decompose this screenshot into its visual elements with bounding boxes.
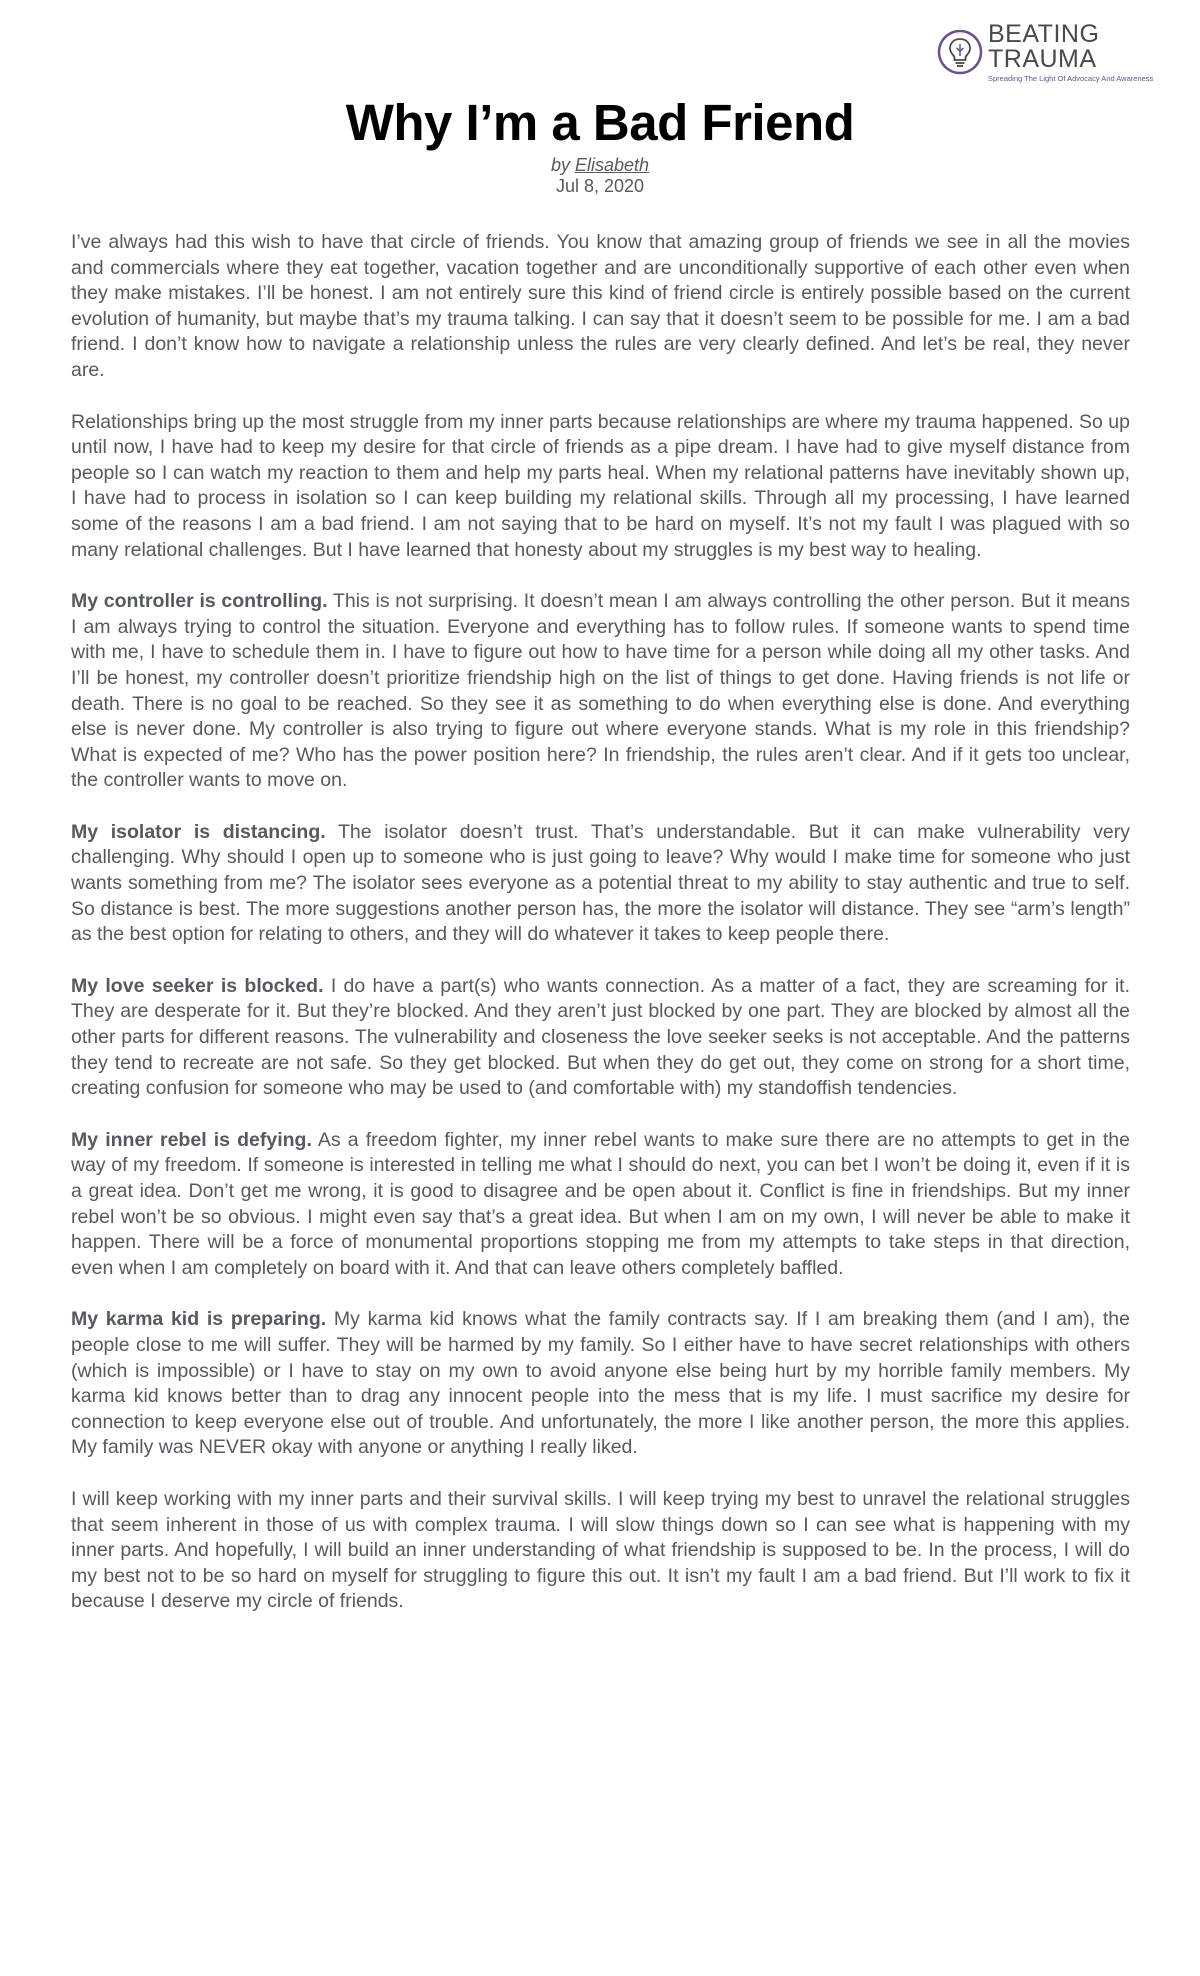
paragraph-text: I do have a part(s) who wants connection. As a matter of a fact, they are screaming for it. They are desperate for it. But they’re blocked. And they aren’t just blocked by one part. They are blocked by almost all the other parts for different reasons. The vulnerability and closeness the love seeker seeks is not acceptable. And the patterns they tend to recreate are not safe. So they get blocked. But when they do get out, they come on strong for a short time, creating confusion for someone who may be used to (and comfortable with) my standoffish tendencies. xyxy=(71,974,1130,1100)
paragraph-lead: My karma kid is preparing. xyxy=(71,1308,327,1331)
byline-prefix: by xyxy=(550,154,570,175)
paragraph-intro xyxy=(71,230,1130,384)
article-header xyxy=(0,96,1200,198)
lightbulb-logo-icon xyxy=(936,28,984,76)
paragraph-controller xyxy=(71,589,1130,794)
logo-name: BEATING TRAUMA xyxy=(988,19,1100,73)
publish-date: Jul 8, 2020 xyxy=(555,176,645,197)
paragraph-inner-rebel xyxy=(71,1128,1130,1282)
paragraph-text: This is not surprising. It doesn’t mean I am always controlling the other person. But it means I am always trying to control the situation. Everyone and everything has to follow rules. If someone wants to spend time with me, I have to schedule them in. I have to figure out how to have time for a person while doing all my other tasks. And I’ll be honest, my controller doesn’t prioritize friendship high on the list of things to get done. Having friends is not life or death. There is no goal to be reached. So they see it as something to do when everything else is done. And everything else is never done. My controller is also trying to figure out where everyone stands. What is my role in this friendship? What is expected of me? Who has the power position here? In friendship, the rules aren’t clear. And if it gets too unclear, the controller wants to move on. xyxy=(71,590,1130,792)
article-title: Why I’m a Bad Friend xyxy=(345,94,855,151)
logo-text xyxy=(988,19,1176,83)
paragraph-text: The isolator doesn’t trust. That’s understandable. But it can make vulnerability very challenging. Why should I open up to someone who is just going to leave? Why would I make time for someone who just wants something from me? The isolator sees everyone as a potential threat to my ability to stay authentic and true to self. So distance is best. The more suggestions another person has, the more the isolator will distance. They see “arm’s length” as the best option for relating to others, and they will do whatever it takes to keep people there. xyxy=(71,820,1130,946)
byline xyxy=(0,156,1200,176)
paragraph-lead: My controller is controlling. xyxy=(71,590,328,613)
paragraph-text: My karma kid knows what the family contracts say. If I am breaking them (and I am), the people close to me will suffer. They will be harmed by my family. So I either have to have secret relationships with others (which is impossible) or I have to stay on my own to avoid anyone else being hurt by my horrible family members. My karma kid knows better than to drag any innocent people into the mess that is my life. I must sacrifice my desire for connection to keep everyone else out of trouble. And unfortunately, the more I like another person, the more this applies. My family was NEVER okay with anyone or anything I really liked. xyxy=(71,1308,1130,1459)
article-body xyxy=(71,230,1130,1641)
beating-trauma-logo xyxy=(936,19,1176,83)
paragraph-text: Relationships bring up the most struggle from my inner parts because relationships are where my trauma happened. So up until now, I have had to keep my desire for that circle of friends as a pipe dream. I have had to give myself distance from people so I can watch my reaction to them and help my parts heal. When my relational patterns have inevitably shown up, I have had to process in isolation so I can keep building my relational skills. Through all my processing, I have learned some of the reasons I am a bad friend. I am not saying that to be hard on myself. It’s not my fault I was plagued with so many relational challenges. But I have learned that honesty about my struggles is my best way to healing. xyxy=(71,410,1130,561)
paragraph-karma-kid xyxy=(71,1307,1130,1461)
paragraph-love-seeker xyxy=(71,974,1130,1102)
paragraph-lead: My love seeker is blocked. xyxy=(71,974,324,997)
logo-tagline: Spreading The Light Of Advocacy And Awareness xyxy=(988,73,1154,83)
paragraph-lead: My inner rebel is defying. xyxy=(71,1128,312,1151)
paragraph-conclusion xyxy=(71,1487,1130,1615)
paragraph-text: I will keep working with my inner parts and their survival skills. I will keep trying my best to unravel the relational struggles that seem inherent in those of us with complex trauma. I will slow things down so I can see what is happening with my inner parts. And hopefully, I will build an inner understanding of what friendship is supposed to be. In the process, I will do my best not to be so hard on myself for struggling to figure this out. It isn’t my fault I am a bad friend. But I’ll work to fix it because I deserve my circle of friends. xyxy=(71,1487,1130,1613)
paragraph-lead: My isolator is distancing. xyxy=(71,820,326,843)
paragraph-relationships xyxy=(71,410,1130,564)
author-link[interactable]: Elisabeth xyxy=(574,154,650,175)
paragraph-text: As a freedom fighter, my inner rebel wants to make sure there are no attempts to get in the way of my freedom. If someone is interested in telling me what I should do next, you can bet I won’t be doing it, even if it is a great idea. Don’t get me wrong, it is good to disagree and be open about it. Conflict is fine in friendships. But my inner rebel won’t be so obvious. I might even say that’s a great idea. But when I am on my own, I will never be able to make it happen. There will be a force of monumental proportions stopping me from my attempts to take steps in that direction, even when I am completely on board with it. And that can leave others completely baffled. xyxy=(71,1128,1130,1279)
paragraph-isolator xyxy=(71,820,1130,948)
paragraph-text: I’ve always had this wish to have that circle of friends. You know that amazing group of friends we see in all the movies and commercials where they eat together, vacation together and are unconditionally supportive of each other even when they make mistakes. I’ll be honest. I am not entirely sure this kind of friend circle is entirely possible based on the current evolution of humanity, but maybe that’s my trauma talking. I can say that it doesn’t seem to be possible for me. I am a bad friend. I don’t know how to navigate a relationship unless the rules are very clearly defined. And let’s be real, they never are. xyxy=(71,231,1130,381)
